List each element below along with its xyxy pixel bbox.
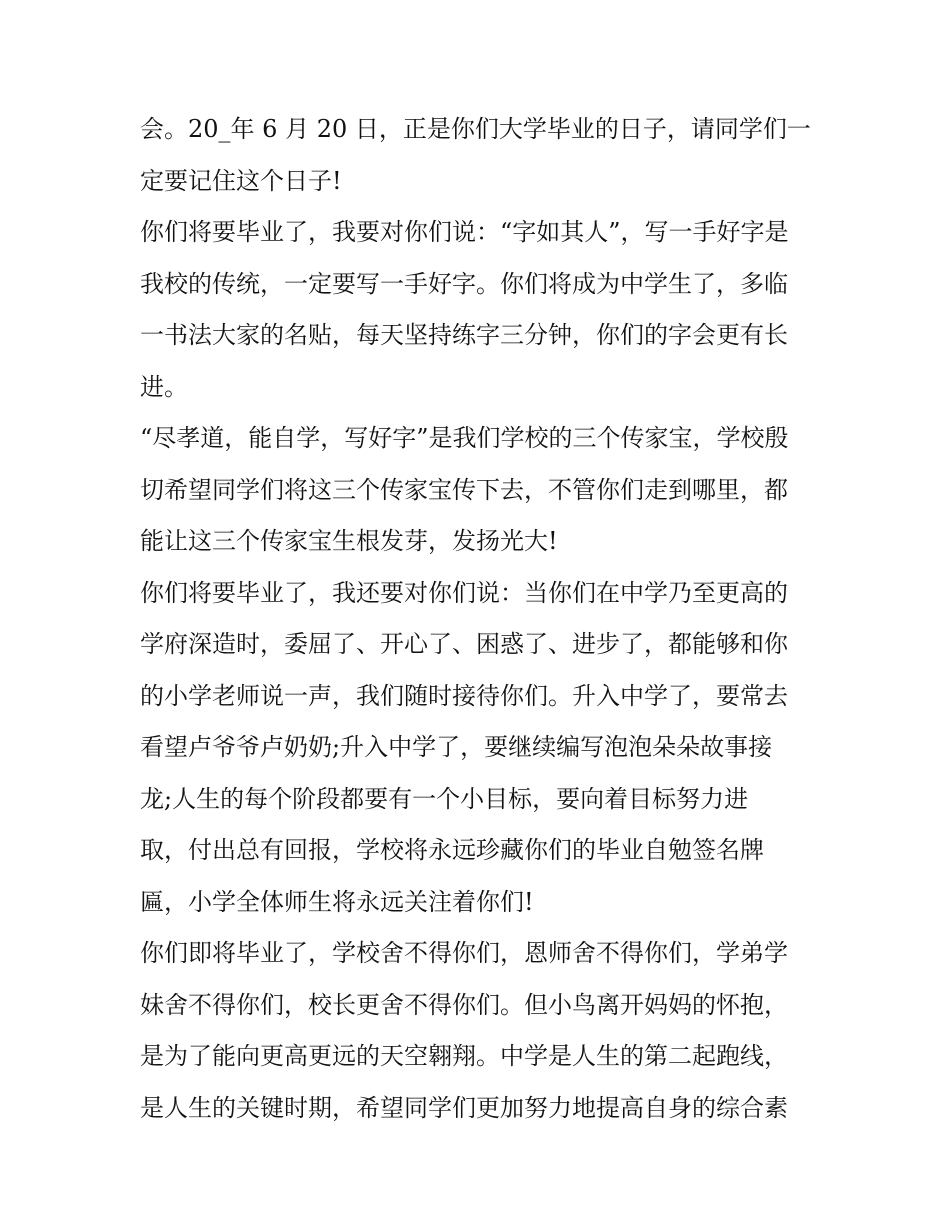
text-line: 能让这三个传家宝生根发芽，发扬光大! <box>140 527 558 555</box>
text-line: 定要记住这个日子! <box>140 166 342 195</box>
text-line: 我校的传统，一定要写一手好字。你们将成为中学生了，多临 <box>140 269 788 298</box>
text-line: 的小学老师说一声，我们随时接待你们。升入中学了，要常去 <box>140 681 788 710</box>
text-line: 取，付出总有回报，学校将永远珍藏你们的毕业自勉签名牌 <box>140 836 764 864</box>
text-line: “尽孝道，能自学，写好字”是我们学校的三个传家宝，学校殷 <box>140 424 789 452</box>
text-line: 妹舍不得你们，校长更舍不得你们。但小鸟离开妈妈的怀抱， <box>140 990 788 1019</box>
text-line: 切希望同学们将这三个传家宝传下去，不管你们走到哪里，都 <box>140 475 788 504</box>
text-line: 会。20_年 6 月 20 日，正是你们大学毕业的日子，请同学们一 <box>140 115 811 143</box>
text-line: 一书法大家的名贴，每天坚持练字三分钟，你们的字会更有长 <box>140 321 788 349</box>
text-line: 你们将要毕业了，我要对你们说：“字如其人”，写一手好字是 <box>140 218 789 246</box>
text-line: 匾，小学全体师生将永远关注着你们! <box>140 887 534 916</box>
text-line: 你们即将毕业了，学校舍不得你们，恩师舍不得你们，学弟学 <box>140 939 788 967</box>
text-line: 学府深造时，委屈了、开心了、困惑了、进步了，都能够和你 <box>140 630 788 658</box>
text-line: 是人生的关键时期，希望同学们更加努力地提高自身的综合素 <box>140 1093 788 1122</box>
text-line: 看望卢爷爷卢奶奶;升入中学了，要继续编写泡泡朵朵故事接 <box>140 733 773 761</box>
body-text <box>140 104 830 1134</box>
text-line: 进。 <box>140 372 188 401</box>
text-line: 是为了能向更高更远的天空翱翔。中学是人生的第二起跑线， <box>140 1042 788 1070</box>
text-line: 你们将要毕业了，我还要对你们说：当你们在中学乃至更高的 <box>140 578 788 607</box>
text-line: 龙;人生的每个阶段都要有一个小目标，要向着目标努力进 <box>140 784 749 813</box>
